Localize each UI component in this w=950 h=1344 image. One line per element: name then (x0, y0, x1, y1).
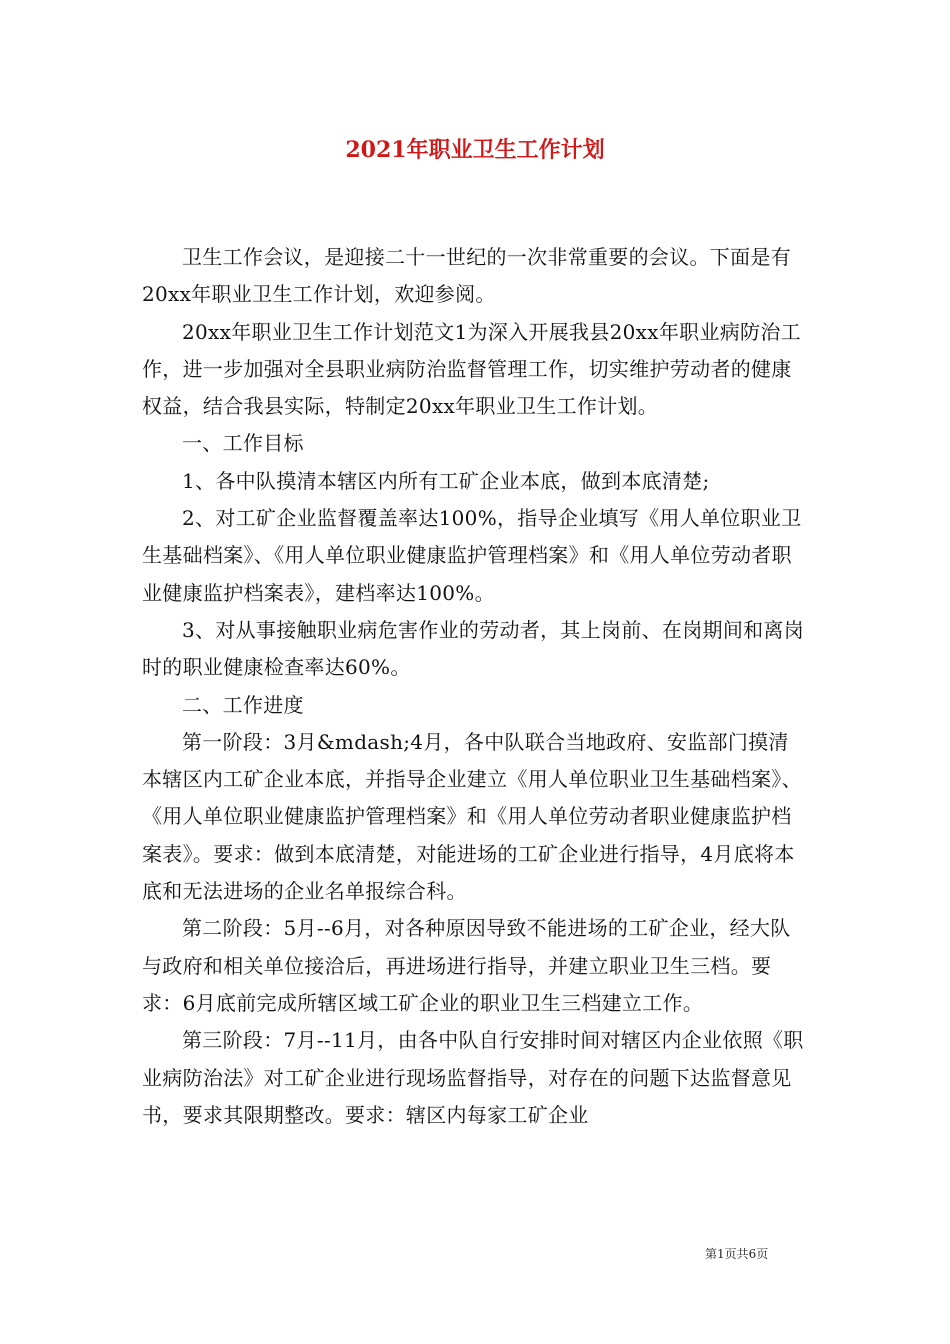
heading-work-goals: 一、工作目标 (182, 431, 304, 456)
paragraph-stage-1: 第一阶段：3月&mdash;4月，各中队联合当地政府、安监部门摸清本辖区内工矿企业本底，并指导企业建立《用人单位职业卫生基础档案》、《用人单位职业健康监护管理档案》和《用人单位劳动者职业健康监护档案表》。要求：做到本底清楚，对能进场的工矿企业进行指导，4月底将本底和无法进场的企业名单报综合科。 (142, 729, 802, 904)
paragraph-goal-1: 1、各中队摸清本辖区内所有工矿企业本底，做到本底清楚; (182, 468, 710, 493)
paragraph-goal-2: 2、对工矿企业监督覆盖率达100%，指导企业填写《用人单位职业卫生基础档案》、《用人单位职业健康监护管理档案》和《用人单位劳动者职业健康监护档案表》，建档率达100%。 (142, 506, 802, 605)
paragraph-stage-2: 第二阶段：5月--6月，对各种原因导致不能进场的工矿企业，经大队与政府和相关单位接洽后，再进场进行指导，并建立职业卫生三档。要求：6月底前完成所辖区域工矿企业的职业卫生三档建立工作。 (142, 916, 791, 1015)
page-title: 2021年职业卫生工作计划 (345, 137, 605, 163)
document-body (142, 239, 808, 1134)
paragraph-goal-3: 3、对从事接触职业病危害作业的劳动者，其上岗前、在岗期间和离岗时的职业健康检查率达60%。 (142, 617, 805, 680)
paragraph-intro: 卫生工作会议，是迎接二十一世纪的一次非常重要的会议。下面是有20xx年职业卫生工作计划，欢迎参阅。 (142, 245, 791, 307)
paragraph-plan-sample: 20xx年职业卫生工作计划范文1为深入开展我县20xx年职业病防治工作，进一步加强对全县职业病防治监督管理工作，切实维护劳动者的健康权益，结合我县实际，特制定20xx年职业卫生工作计划。 (142, 319, 801, 419)
heading-work-schedule: 二、工作进度 (182, 692, 304, 717)
page-number: 第1页共6页 (705, 1247, 769, 1261)
paragraph-stage-3: 第三阶段：7月--11月，由各中队自行安排时间对辖区内企业依照《职业病防治法》对工矿企业进行现场监督指导，对存在的问题下达监督意见书，要求其限期整改。要求：辖区内每家工矿企业 (142, 1028, 804, 1127)
